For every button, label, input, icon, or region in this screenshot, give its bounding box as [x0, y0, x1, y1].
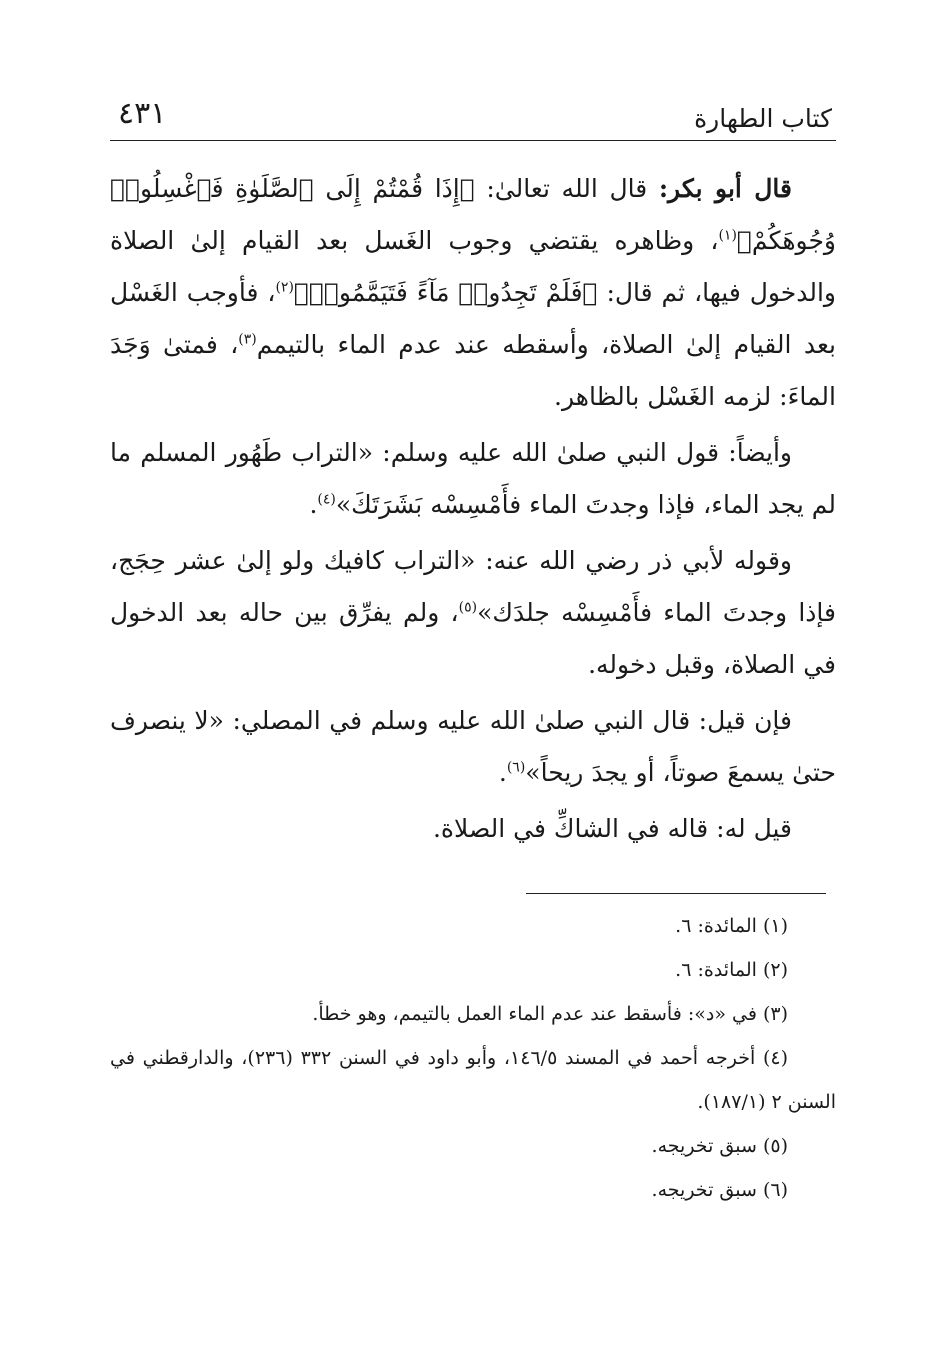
page-header — [110, 90, 836, 141]
footnote-6: (٦) سبق تخريجه. — [651, 1179, 788, 1201]
paragraph-4-text: فإن قيل: قال النبي صلىٰ الله عليه وسلم في المصلي: «لا ينصرف حتىٰ يسمعَ صوتاً، أو يجدَ ريحاً» — [110, 706, 836, 787]
paragraph-1-text-a: قال الله تعالىٰ: ﴿إِذَا قُمْتُمْ إِلَى ٱلصَّلَوٰةِ فَٱغْسِلُوا۟ وُجُوهَكُمْ﴾ — [110, 174, 836, 255]
paragraph-4 — [110, 695, 836, 799]
paragraph-4-end: . — [498, 758, 507, 787]
paragraph-2-text: وأيضاً: قول النبي صلىٰ الله عليه وسلم: «التراب طَهُور المسلم ما لم يجد الماء، فإذا وجدتَ الماء فأَمْسِسْه بَشَرَتَكَ» — [110, 438, 836, 519]
footnote-2: (٢) المائدة: ٦. — [675, 959, 788, 981]
main-text — [110, 163, 836, 855]
footnote-ref-5: (٥) — [458, 599, 478, 616]
footnote-1: (١) المائدة: ٦. — [675, 915, 788, 937]
paragraph-5-text: قيل له: قاله في الشاكِّ في الصلاة. — [432, 814, 792, 843]
footnote-ref-6: (٦) — [506, 759, 526, 776]
paragraph-1 — [110, 163, 836, 423]
page-number: ٤٣١ — [118, 96, 167, 131]
paragraph-2-end: . — [309, 490, 318, 519]
running-title: كتاب الطهارة — [694, 104, 832, 133]
paragraph-1-text-c: ، فأوجب الغَسْل بعد القيام إلىٰ الصلاة، وأسقطه عند عدم الماء بالتيمم — [110, 278, 836, 359]
paragraph-2 — [110, 427, 836, 531]
footnote-3: (٣) في «د»: فأسقط عند عدم الماء العمل بالتيمم، وهو خطأ. — [312, 1003, 788, 1025]
book-page — [110, 90, 836, 1212]
footnote-divider — [526, 893, 826, 894]
paragraph-1-text-d: ، فمتىٰ وَجَدَ الماءَ: لزمه الغَسْل بالظاهر. — [110, 330, 836, 411]
paragraph-3 — [110, 535, 836, 691]
footnote-ref-4: (٤) — [317, 491, 336, 508]
footnotes — [110, 904, 836, 1212]
paragraph-5 — [110, 803, 836, 855]
footnote-ref-1: (١) — [718, 227, 737, 244]
footnote-ref-2: (٢) — [275, 279, 294, 296]
paragraph-3-text-a: وقوله لأبي ذر رضي الله عنه: «التراب كافيك ولو إلىٰ عشر حِجَج، فإذا وجدتَ الماء فأَمْسِسْه جلدَك» — [110, 546, 836, 627]
paragraph-3-text-b: ، ولم يفرِّق بين حاله بعد الدخول في الصلاة، وقبل دخوله. — [110, 598, 836, 679]
speaker-label: قال أبو بكر: — [658, 174, 792, 203]
footnote-ref-3: (٣) — [238, 331, 257, 348]
paragraph-1-text-b: ، وظاهره يقتضي وجوب الغَسل بعد القيام إلىٰ الصلاة والدخول فيها، ثم قال: ﴿فَلَمْ تَجِدُوا۟ مَآءً فَتَيَمَّمُوا۟﴾ — [110, 226, 837, 307]
footnote-4: (٤) أخرجه أحمد في المسند ١٤٦/٥، وأبو داود في السنن ٣٣٢ (٢٣٦)، والدارقطني في السنن ٢ (١٨٧/١). — [110, 1047, 836, 1113]
footnote-5: (٥) سبق تخريجه. — [651, 1135, 788, 1157]
